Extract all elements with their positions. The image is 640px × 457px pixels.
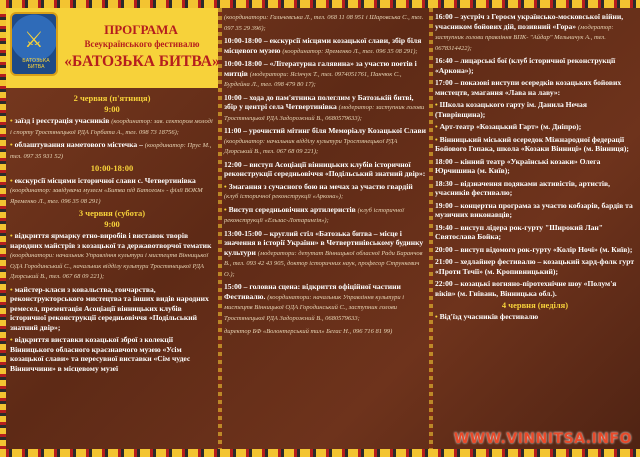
program-item: 18:30 – відзначення подяками активістів, артистів, учасників фестивалю;	[435, 178, 611, 197]
program-item: • майстер-класи з ковальства, гончарства, реконструкторського мистецтва та інших видів народних ремесел, презентація Асоціації вінницьких клубів історичної реконструкції середньовіччя «Подільський знатний двір»;	[10, 285, 214, 333]
program-item: • Школа козацького гарту ім. Данила Нечая (Тиврівщина);	[435, 100, 635, 119]
column-divider-2	[429, 8, 433, 449]
time-heading: 9:00	[104, 103, 120, 114]
program-item: 10:00 – хода до пам'ятника полеглим у Батозькій битві, збір у центрі села Четвертинівка (модератор: заступник голови Тростянецької РДА Задорожний В., 0680579633);	[224, 92, 425, 122]
program-item: • заїзд і реєстрація учасників (координатор: зав. сектором молоді і спорту Тростянецької РДА Горбата А., тел. 098 73 18756);	[10, 116, 214, 137]
program-header	[6, 8, 218, 88]
day-heading: 4 червня (неділя)	[501, 300, 569, 310]
program-item: 10:00-18:00 – «Літературна галявина» за участю поетів і митців (модератори: Ясінчук Т., тел. 0974051761, Панчюк С., Бурдейна Л., тел. 098 479 80 17);	[224, 59, 417, 88]
site-watermark: WWW.VINNITSA.INFO	[453, 431, 632, 447]
day-heading: 3 червня (субота)	[78, 208, 146, 218]
program-item: • Вінницький міський осередок Міжнародної федерації Бойового Гопака, школа «Козаки Вінниці» (м. Вінниця);	[435, 135, 635, 154]
program-item: 18:00 – кінний театр «Українські козаки» Олега Юрчишина (м. Київ);	[435, 156, 601, 175]
program-item: 16:00 – зустріч з Героєм українсько-московської війни, учасником бойових дій, позивний «Гора» (модератор: заступник голови правління ВПК- "Айдар" Мельничук А., тел. 0678314422);	[435, 12, 624, 52]
program-item: 19:00 – концертна програма за участю кобзарів, бардів та музичних виконавців;	[435, 200, 633, 219]
program-item: • Виступ середньовічних артилеристів (клуб історичної реконструкції «Ельзас-Лотарингія»);	[224, 205, 426, 226]
logo-text: БАТОЗЬКА БИТВА	[22, 58, 50, 70]
program-item: 13:00-15:00 – круглий стіл «Батозька битва – місце і значення в історії України» в Четвертинівському будинку культури (модератори: депутат Вінницької обласної Ради Баранчов В., тел. 093 42 43 905, доктор історичних наук, професор Стрункевич О.);	[224, 228, 424, 278]
program-column-3	[435, 12, 635, 324]
program-item: • екскурсії місцями історичної слави с. Четвертинівка (координатор: завідувача музеєм «Битва під Батогом» - філії ВОКМ Яременко Л., тел. 096 35 08 291)	[10, 176, 214, 207]
festival-logo	[10, 12, 58, 76]
program-item: 16:40 – лицарські бої (клуб історичної реконструкції «Аркона»);	[435, 56, 616, 75]
program-item: 21:00 – хедлайнер фестивалю – козацький хард-фолк гурт «Проти Течії» (м. Кропивницький);	[435, 257, 635, 276]
program-column-2	[224, 12, 426, 340]
program-item: 22:00 – козацькі вогняно-піротехнічне шоу «Полум'я віків» (м. Гнівань, Вінницька обл.).	[435, 279, 617, 298]
program-item: • облаштування наметового містечка – (координатор: Прус М., тел. 097 35 931 52)	[10, 140, 214, 161]
program-item: 20:00 – виступ відомого рок-гурту «Колір Ночі» (м. Київ);	[435, 244, 633, 254]
program-item: 10:00-18:00 – екскурсії місцями козацької слави, збір біля місцевого музею (координатор: Яременко Л., тел. 096 35 08 291);	[224, 36, 422, 55]
program-item: 11:00 – урочистий мітинг біля Меморіалу Козацької Слави (координатор: начальник відділу культури Тростянецької РДА Дзорський В., тел. 067 68 09 221);	[224, 126, 426, 155]
festival-name: «БАТОЗЬКА БИТВА»	[64, 53, 220, 70]
program-column-1	[10, 92, 214, 376]
time-heading: 10:00-18:00	[90, 163, 134, 173]
program-item: • Арт-театр «Козацький Гарт» (м. Дніпро);	[435, 122, 635, 132]
ornament-border-top	[0, 0, 640, 8]
column-divider-1	[218, 8, 222, 449]
program-item: • відкриття ярмарку етно-виробів і виставок творів народних майстрів з козацької та державотворчої тематик (координатори: начальник Управління культури і мистецтв Вінницької ОДА Городинський С., начальник відділу культури Тростянецької РДА Дзорський В., тел. 067 68 09 221);	[10, 231, 214, 282]
ornament-border-bottom	[0, 449, 640, 457]
program-item: • відкриття виставки козацької зброї з колекції Вінницького обласного краєзнавчого музею «Усім козацької слави» та пересувної виставки «Сім чудес Вінниччини» в місцевому музеї	[10, 335, 214, 373]
program-title: ПРОГРАМА	[104, 22, 178, 37]
cossack-emblem-icon: ⚔	[24, 28, 44, 53]
program-item: директор БФ «Волонтерський тил» Бегас Н., 096 716 81 99)	[224, 328, 393, 335]
program-item: 15:00 – головна сцена: відкриття офіційної частини Фестивалю. (координатори: начальник Управління культури і мистецтв Вінницької ОДА Городинський С., заступник голови Тростянецької РДА Задорожний В., 0680579633;	[224, 282, 405, 322]
time-heading: 9:00	[104, 218, 120, 229]
program-item: • Від'їзд учасників фестивалю	[435, 312, 635, 322]
program-item: 12:00 – виступ Асоціації вінницьких клубів історичної реконструкції середньовіччя «Подільський знатний двір»:	[224, 159, 426, 178]
program-item: 19:40 – виступ лідера рок-гурту "Широкий Лан" Святослава Бойка;	[435, 222, 604, 241]
program-subtitle: Всеукраїнського фестивалю	[84, 39, 200, 49]
program-item: • Змагання з сучасного бою на мечах за участю гвардій (клуб історичної реконструкції «Аркона»);	[224, 182, 426, 202]
day-heading: 2 червня (п'ятниця)	[73, 93, 151, 103]
program-item: (координатори: Гальчевська Л., тел. 068 11 08 951 і Шаровська С., тел. 097 35 29 396);	[224, 14, 424, 32]
program-item: 17:00 – показові виступи осередків козацьких бойових мистецтв, змагання «Лава на лаву»:	[435, 78, 622, 97]
